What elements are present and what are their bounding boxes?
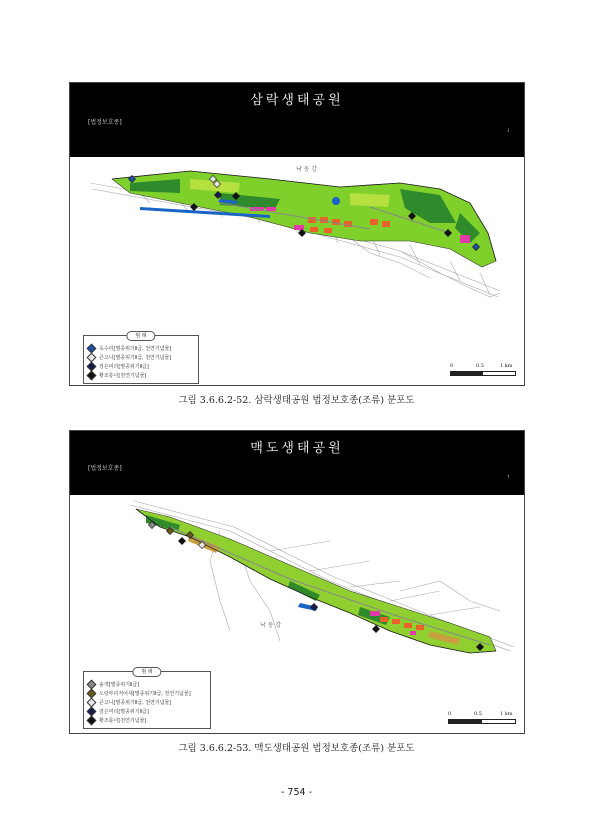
legend-item [88,680,206,689]
page-number: - 754 - [280,787,313,798]
legend-label: 노랑부리저어새[멸종위기Ⅱ급, 천연기념물] [99,691,191,697]
legend-item [88,707,206,716]
map-title: 맥도생태공원 [250,441,344,456]
map-legend [83,671,211,729]
figure-caption: 그림 3.6.6.2-53. 맥도생태공원 법정보호종(조류) 분포도 [178,743,415,754]
legend-label: 큰고니[멸종위기Ⅱ급, 천연기념물] [99,355,172,361]
map-corner-mark: ┘ [506,129,510,135]
scale-label: 0 [450,363,454,369]
scale-label: 0 [448,711,452,717]
scale-bar [448,711,516,724]
map-figure-maekdo [69,430,525,734]
legend-title: 범 례 [132,667,161,677]
map-corner-mark: ┐ [506,473,510,479]
legend-label: 황조롱이[천연기념물] [99,718,147,724]
scale-label: 1 km [500,711,513,717]
legend-title: 범 례 [126,331,155,341]
legend-label: 큰고니[멸종위기Ⅱ급, 천연기념물] [99,700,172,706]
figure-caption: 그림 3.6.6.2-52. 삼락생태공원 법정보호종(조류) 분포도 [178,395,415,406]
diamond-marker-icon [87,371,97,381]
diamond-marker-icon [87,716,97,726]
legend-label: 솔개[멸종위기Ⅱ급] [99,682,140,688]
map-figure-samrak [69,82,525,386]
river-label: 낙 동 강 [260,622,282,629]
map-category-label: [법정보호종] [88,465,122,472]
legend-item [88,371,194,380]
legend-label: 독수리[멸종위기Ⅱ급, 천연기념물] [99,346,172,352]
river-label: 낙 동 강 [296,166,318,173]
legend-item [88,689,206,698]
map-legend [83,335,199,384]
legend-item [88,362,194,371]
legend-item [88,716,206,725]
scale-bar [450,363,516,376]
scale-line [450,371,516,376]
scale-line [448,719,516,724]
map-category-label: [법정보호종] [88,119,122,126]
legend-label: 검은머리[멸종위기Ⅱ급] [99,709,149,715]
legend-item [88,698,206,707]
legend-label: 검은머리[멸종위기Ⅱ급] [99,364,149,370]
legend-label: 황조롱이[천연기념물] [99,373,147,379]
scale-label: 1 km [500,363,513,369]
legend-item [88,353,194,362]
park-area [136,509,496,653]
map-title: 삼락생태공원 [250,93,344,108]
scale-label: 0.5 [476,363,484,369]
scale-label: 0.5 [474,711,482,717]
legend-item [88,344,194,353]
